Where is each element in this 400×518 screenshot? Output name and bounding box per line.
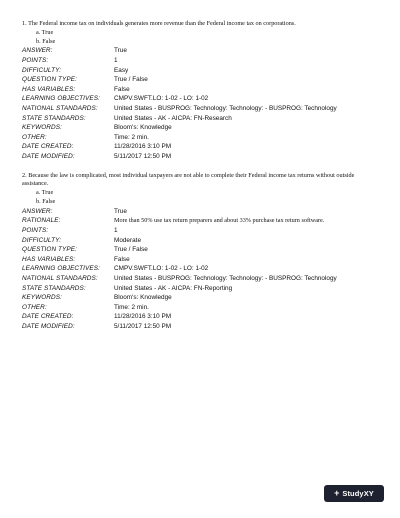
metadata-row: [22, 56, 382, 66]
plus-icon: +: [334, 488, 340, 498]
metadata-row: [22, 207, 382, 217]
metadata-label: KEYWORDS:: [22, 124, 62, 132]
metadata-value: Bloom's: Knowledge: [114, 124, 172, 132]
metadata-row: [22, 46, 382, 56]
question-1-choices: [22, 29, 382, 46]
metadata-value: Moderate: [114, 236, 141, 244]
metadata-label: DIFFICULTY:: [22, 66, 62, 74]
metadata-value: United States - BUSPROG: Technology: Technology: - BUSPROG: Technology: [114, 105, 337, 113]
metadata-value: False: [114, 85, 130, 93]
metadata-label: NATIONAL STANDARDS:: [22, 105, 98, 113]
metadata-label: QUESTION TYPE:: [22, 246, 78, 254]
metadata-value: CMPV.SWFT.LO: 1-02 - LO: 1-02: [114, 265, 209, 273]
question-1: [22, 20, 382, 161]
metadata-row: [22, 216, 382, 226]
metadata-row: [22, 85, 382, 95]
studyxy-badge[interactable]: [324, 485, 384, 502]
metadata-row: [22, 65, 382, 75]
metadata-row: [22, 312, 382, 322]
metadata-value: Time: 2 min.: [114, 303, 149, 311]
metadata-value: 1: [114, 57, 118, 65]
metadata-value: True / False: [114, 246, 148, 254]
metadata-label: POINTS:: [22, 226, 49, 234]
metadata-row: [22, 142, 382, 152]
metadata-value: United States - AK - AICPA: FN-Research: [114, 114, 232, 122]
metadata-row: [22, 94, 382, 104]
metadata-label: DATE CREATED:: [22, 313, 74, 321]
choice-a: a. True: [36, 189, 54, 197]
question-2-metadata: [22, 207, 382, 332]
metadata-value: United States - AK - AICPA: FN-Reporting: [114, 284, 233, 292]
metadata-value: True / False: [114, 76, 148, 84]
metadata-row: [22, 75, 382, 85]
question-2: [22, 172, 382, 331]
badge-label: StudyXY: [342, 489, 374, 498]
metadata-label: ANSWER:: [22, 47, 53, 55]
metadata-label: HAS VARIABLES:: [22, 85, 76, 93]
metadata-row: [22, 302, 382, 312]
metadata-row: [22, 274, 382, 284]
metadata-row: [22, 226, 382, 236]
metadata-row: [22, 245, 382, 255]
metadata-label: RATIONALE:: [22, 217, 61, 225]
choice-b: b. False: [36, 37, 56, 45]
metadata-value: United States - BUSPROG: Technology: Technology: - BUSPROG: Technology: [114, 274, 337, 282]
metadata-label: KEYWORDS:: [22, 294, 62, 302]
metadata-label: ANSWER:: [22, 207, 53, 215]
metadata-value: Time: 2 min.: [114, 133, 149, 141]
metadata-label: LEARNING OBJECTIVES:: [22, 95, 100, 103]
question-2-choices: [22, 189, 382, 206]
metadata-label: QUESTION TYPE:: [22, 76, 78, 84]
metadata-row: [22, 123, 382, 133]
metadata-label: DATE CREATED:: [22, 143, 74, 151]
metadata-row: [22, 152, 382, 162]
metadata-value: 11/28/2016 3:10 PM: [114, 313, 172, 321]
metadata-label: POINTS:: [22, 57, 49, 65]
metadata-label: LEARNING OBJECTIVES:: [22, 265, 100, 273]
choice-b: b. False: [36, 197, 56, 205]
question-1-metadata: [22, 46, 382, 161]
question-1-text: 1. The Federal income tax on individuals generates more revenue than the Federal income tax on corporations.: [22, 20, 296, 27]
metadata-label: DATE MODIFIED:: [22, 153, 75, 161]
metadata-label: STATE STANDARDS:: [22, 114, 86, 122]
metadata-row: [22, 235, 382, 245]
metadata-row: [22, 104, 382, 114]
metadata-value: More than 50% use tax return preparers and about 33% purchase tax return software.: [114, 217, 325, 225]
metadata-row: [22, 133, 382, 143]
metadata-value: 1: [114, 226, 118, 234]
choice-a: a. True: [36, 29, 54, 36]
metadata-label: DIFFICULTY:: [22, 236, 62, 244]
metadata-label: DATE MODIFIED:: [22, 322, 75, 330]
metadata-value: 11/28/2016 3:10 PM: [114, 143, 172, 151]
metadata-label: OTHER:: [22, 133, 47, 141]
metadata-value: 5/11/2017 12:50 PM: [114, 322, 172, 330]
metadata-row: [22, 293, 382, 303]
metadata-value: Bloom's: Knowledge: [114, 294, 172, 302]
metadata-row: [22, 264, 382, 274]
metadata-value: CMPV.SWFT.LO: 1-02 - LO: 1-02: [114, 95, 209, 103]
metadata-value: True: [114, 207, 127, 215]
metadata-value: False: [114, 255, 130, 263]
metadata-label: STATE STANDARDS:: [22, 284, 86, 292]
document-page: [22, 20, 382, 342]
metadata-row: [22, 113, 382, 123]
metadata-label: NATIONAL STANDARDS:: [22, 274, 98, 282]
metadata-value: Easy: [114, 66, 129, 74]
question-2-text: 2. Because the law is complicated, most individual taxpayers are not able to complete their Federal income tax returns without outside assistance.: [22, 172, 355, 188]
metadata-value: 5/11/2017 12:50 PM: [114, 153, 172, 161]
metadata-label: OTHER:: [22, 303, 47, 311]
metadata-value: True: [114, 47, 127, 55]
metadata-row: [22, 283, 382, 293]
metadata-row: [22, 254, 382, 264]
metadata-label: HAS VARIABLES:: [22, 255, 76, 263]
metadata-row: [22, 322, 382, 332]
